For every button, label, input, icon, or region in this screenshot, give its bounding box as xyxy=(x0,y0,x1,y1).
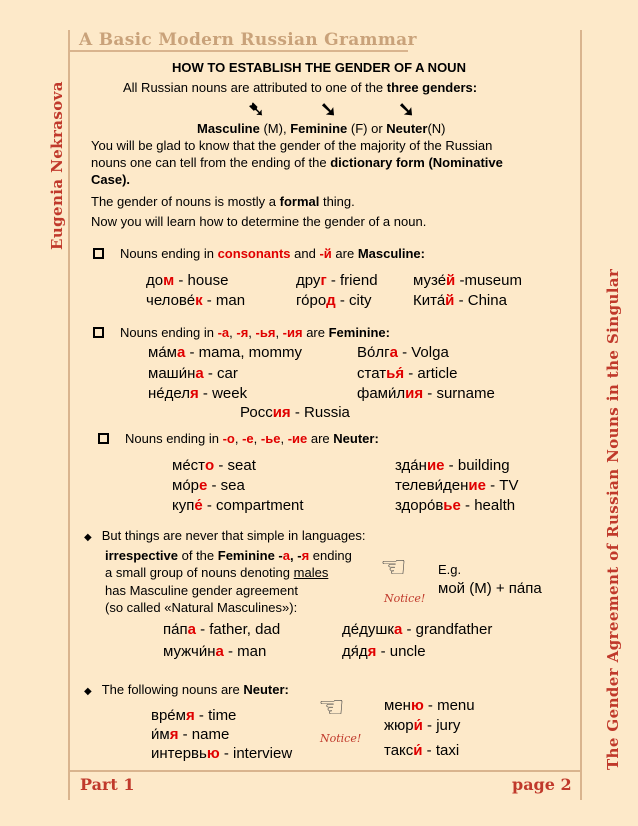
arrow-feminine: ➘ xyxy=(320,99,337,121)
masculine-rule: Nouns ending in consonants and -й are Masculine: xyxy=(93,246,425,261)
notice-label-2: Notice! xyxy=(320,732,362,745)
natural-masculines-note: ◆ But things are never that simple in languages: irrespective of the Feminine -а, -я ending a small group of nouns denoting males has Masculine gender agreement (so called «Natural Masculines»): xyxy=(84,528,366,615)
eg-label: E.g. xyxy=(438,562,462,577)
footer-page-number: page 2 xyxy=(512,775,572,794)
neut-ex-word-3: интервью - interview xyxy=(151,745,293,762)
neut-ex-word-5: жюри́ - jury xyxy=(384,717,461,734)
masc-word-2: друг - friend xyxy=(296,272,378,289)
neut-word-1: ме́сто - seat xyxy=(172,457,256,474)
checkbox-icon xyxy=(93,327,104,338)
neut-word-4: телеви́дение - TV xyxy=(395,477,519,494)
checkbox-icon xyxy=(93,248,104,259)
nat-word-1: па́па - father, dad xyxy=(163,621,281,638)
checkbox-icon xyxy=(98,433,109,444)
fem-word-7: Россия - Russia xyxy=(240,404,350,421)
fem-word-5: не́деля - week xyxy=(148,385,248,402)
pointing-hand-icon: ☜ xyxy=(380,551,407,584)
neut-word-5: купе́ - compartment xyxy=(172,497,304,514)
topic-vertical: The Gender Agreement of Russian Nouns in the Singular xyxy=(604,268,622,770)
neut-word-6: здоро́вье - health xyxy=(395,497,516,514)
header-title: A Basic Modern Russian Grammar xyxy=(79,30,417,50)
eg-example: мой (М) + па́па xyxy=(438,580,542,597)
neuter-exceptions-note: ◆ The following nouns are Neuter: xyxy=(84,682,289,697)
notice-label: Notice! xyxy=(384,592,426,605)
frame-right-line xyxy=(580,30,582,800)
neuter-rule: Nouns ending in -о, -е, -ье, -ие are Neuter: xyxy=(98,431,379,446)
genders-line: Masculine (M), Feminine (F) or Neuter(N) xyxy=(197,121,446,136)
fem-word-1: ма́ма - mama, mommy xyxy=(148,344,302,361)
intro-line: All Russian nouns are attributed to one of the three genders: xyxy=(123,80,478,95)
nat-word-2: де́душка - grandfather xyxy=(342,621,493,638)
diamond-bullet-icon: ◆ xyxy=(84,686,92,697)
arrow-neuter: ➘ xyxy=(398,99,415,121)
author-vertical: Eugenia Nekrasova xyxy=(48,81,66,250)
frame-left-line xyxy=(68,30,70,800)
neut-ex-word-1: вре́мя - time xyxy=(151,707,237,724)
feminine-rule: Nouns ending in -а, -я, -ья, -ия are Feminine: xyxy=(93,325,390,340)
neut-word-3: мо́ре - sea xyxy=(172,477,245,494)
neut-ex-word-4: меню - menu xyxy=(384,697,475,714)
frame-bottom-line xyxy=(68,770,582,772)
masc-word-6: Кита́й - China xyxy=(413,292,507,309)
neut-ex-word-6: такси́ - taxi xyxy=(384,742,460,759)
masc-word-4: челове́к - man xyxy=(146,292,246,309)
fem-word-2: Во́лга - Volga xyxy=(357,344,449,361)
diamond-bullet-icon: ◆ xyxy=(84,532,92,543)
section-title: HOW TO ESTABLISH THE GENDER OF A NOUN xyxy=(172,60,466,75)
masc-word-1: дом - house xyxy=(146,272,229,289)
fem-word-6: фами́лия - surname xyxy=(357,385,495,402)
neut-ex-word-2: и́мя - name xyxy=(151,726,230,743)
arrow-masculine: ➷ xyxy=(248,99,265,121)
fem-word-3: маши́на - car xyxy=(148,365,238,382)
footer-part: Part 1 xyxy=(80,775,135,794)
masc-word-3: музе́й -museum xyxy=(413,272,522,289)
frame-top-line xyxy=(68,50,408,52)
pointing-hand-icon-2: ☜ xyxy=(318,691,345,724)
nat-word-4: дя́дя - uncle xyxy=(342,643,426,660)
intro-paragraph: You will be glad to know that the gender of the majority of the Russian nouns one can tell from the ending of the dictionary form (Nominative Case). The gender of nouns is mostly a formal thing. Now you will learn how to determine the gender of a noun. xyxy=(91,138,503,229)
masc-word-5: го́род - city xyxy=(296,292,372,309)
neut-word-2: зда́ние - building xyxy=(395,457,510,474)
fem-word-4: статья́ - article xyxy=(357,365,458,382)
nat-word-3: мужчи́на - man xyxy=(163,643,267,660)
